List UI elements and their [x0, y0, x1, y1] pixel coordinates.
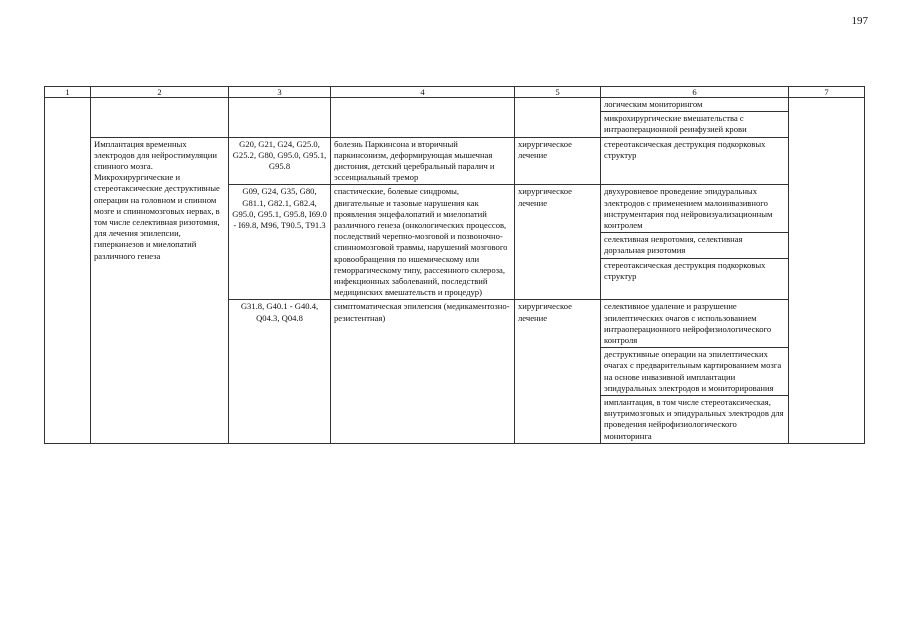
- cell-group-name: Имплантация временных электродов для нейростимуляции спинного мозга. Микрохирургические и стереотаксические деструктивные операции на головном и спинном мозге и спинномозговых нервах, в том числе селективная ризотомия, для лечения эпилепсии, гиперкинезов и миелопатий различного генеза: [91, 137, 229, 443]
- cell-treatment: хирургическое лечение: [515, 300, 601, 443]
- method-item: имплантация, в том числе стереотаксическая, внутримозговых и эпидуральных электродов для проведения нейрофизиологического мониторинга: [601, 395, 788, 443]
- cell-methods: [601, 300, 789, 443]
- col-header-4: 4: [331, 87, 515, 98]
- cell-treatment: [515, 98, 601, 138]
- col-header-6: 6: [601, 87, 789, 98]
- cell-col7: [789, 98, 865, 444]
- cell-number: [45, 98, 91, 444]
- cell-diagnosis: симптоматическая эпилепсия (медикаментозно-резистентная): [331, 300, 515, 443]
- method-item: деструктивные операции на эпилептических очагах с предварительным картированием мозга на основе инвазивной имплантации эпидуральных электродов и мониторирования: [601, 347, 788, 395]
- method-item: селективное удаление и разрушение эпилептических очагов с использованием интраоперационного нейрофизиологического контроля: [604, 301, 772, 346]
- col-header-1: 1: [45, 87, 91, 98]
- cell-methods: [601, 185, 789, 300]
- method-item: микрохирургические вмешательства с интраоперационной реинфузией крови: [601, 111, 788, 136]
- cell-group: [91, 98, 229, 138]
- method-item: селективная невротомия, селективная дорзальная ризотомия: [601, 232, 788, 257]
- col-header-7: 7: [789, 87, 865, 98]
- cell-methods: [601, 137, 789, 185]
- procedures-table: [44, 86, 865, 444]
- table-row: [45, 137, 865, 185]
- cell-codes: G09, G24, G35, G80, G81.1, G82.1, G82.4, G95.0, G95.1, G95.8, I69.0 - I69.8, M96, T90.5, T91.3: [229, 185, 331, 300]
- col-header-2: 2: [91, 87, 229, 98]
- method-item: двухуровневое проведение эпидуральных электродов с применением малоинвазивного инструментария под нейровизуализационным контролем: [604, 186, 773, 231]
- cell-methods: [601, 98, 789, 138]
- cell-codes: G31.8, G40.1 - G40.4, Q04.3, Q04.8: [229, 300, 331, 443]
- col-header-3: 3: [229, 87, 331, 98]
- table-row: [45, 98, 865, 138]
- method-item: стереотаксическая деструкция подкорковых структур: [601, 258, 788, 283]
- cell-diagnosis: болезнь Паркинсона и вторичный паркинсонизм, деформирующая мышечная дистония, детский церебральный паралич и эссенциальный тремор: [331, 137, 515, 185]
- method-item: логическим мониторингом: [604, 99, 703, 109]
- cell-codes: [229, 98, 331, 138]
- cell-diagnosis: спастические, болевые синдромы, двигательные и тазовые нарушения как проявления энцефалопатий и миелопатий различного генеза (онкологических процессов, последствий черепно-мозговой и позвоночно-спинномозговой травмы, нарушений мозгового кровообращения по ишемическому или геморрагическому типу, рассеянного склероза, инфекционных заболеваний, последствий медицинских вмешательств и процедур): [331, 185, 515, 300]
- cell-treatment: хирургическое лечение: [515, 185, 601, 300]
- header-row: [45, 87, 865, 98]
- page-number: 197: [851, 15, 868, 27]
- cell-diagnosis: [331, 98, 515, 138]
- col-header-5: 5: [515, 87, 601, 98]
- cell-treatment: хирургическое лечение: [515, 137, 601, 185]
- cell-codes: G20, G21, G24, G25.0, G25.2, G80, G95.0, G95.1, G95.8: [229, 137, 331, 185]
- method-item: стереотаксическая деструкция подкорковых структур: [604, 138, 766, 160]
